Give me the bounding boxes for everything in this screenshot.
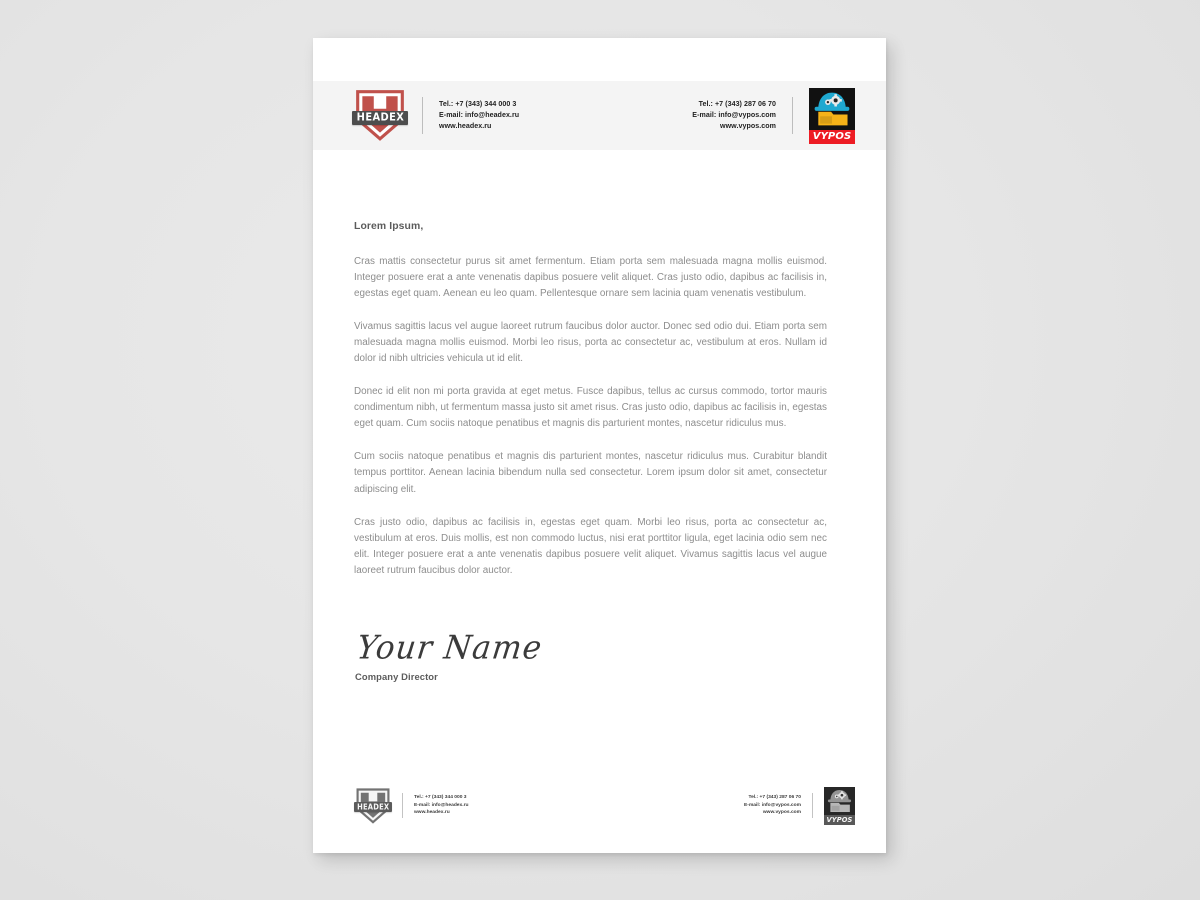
letterhead-page — [313, 38, 886, 853]
footer-vypos-email: E-mail: info@vypos.com — [744, 802, 801, 808]
letter-body — [354, 221, 827, 579]
headex-wordmark-band — [352, 111, 408, 125]
vypos-email: E-mail: info@vypos.com — [692, 111, 776, 120]
headex-email: E-mail: info@headex.ru — [439, 111, 520, 120]
footer-vypos-website: www.vypos.com — [762, 810, 801, 816]
headex-website: www.headex.ru — [439, 121, 492, 130]
footer-vypos-wordmark: VYPOS — [826, 815, 853, 824]
vypos-wordmark: VYPOS — [812, 131, 852, 142]
header-divider-right — [792, 97, 793, 134]
vypos-tel: Tel.: +7 (343) 287 06 70 — [698, 100, 776, 109]
footer-headex-website: www.headex.ru — [414, 810, 450, 816]
vypos-logo — [809, 88, 855, 144]
signature-title: Company Director — [355, 671, 438, 682]
footer-vypos-contact-block — [744, 794, 801, 817]
vypos-contact-block — [692, 99, 776, 131]
signature-name: Your Name — [354, 629, 545, 668]
footer-vypos-wordmark-band — [824, 815, 855, 825]
footer-headex-email: E-mail: info@headex.ru — [414, 802, 469, 808]
footer-headex-wordmark: HEADEX — [356, 802, 390, 812]
hardhat-gear-box-icon — [809, 88, 855, 130]
header-vypos-group — [692, 88, 855, 144]
header-divider-left — [422, 97, 423, 134]
footer-vypos-logo — [824, 787, 855, 825]
body-paragraph: Cras justo odio, dapibus ac facilisis in, egestas eget quam. Morbi leo risus, porta ac consectetur ac, vestibulum at eros. Duis mollis, est non commodo luctus, nisi erat porttitor ligula, eget lacinia odio sem nec elit. Integer posuere erat a ante venenatis dapibus posuere velit aliquet. Vivamus sagittis lacus vel augue laoreet rutrum faucibus dolor auctor. — [354, 516, 827, 576]
vypos-icon-tile — [809, 88, 855, 130]
body-paragraph: Donec id elit non mi porta gravida at eget metus. Fusce dapibus, tellus ac cursus commodo, tortor mauris condimentum nibh, ut fermentum massa justo sit amet risus. Cras justo odio, dapibus ac facilisis in, egestas eget quam. Cum sociis natoque penatibus et magnis dis parturient montes, nascetur ridiculus mus. — [354, 386, 827, 430]
footer-headex-tel: Tel.: +7 (343) 344 000 3 — [414, 794, 467, 800]
letterhead-header — [313, 81, 886, 150]
headex-logo — [354, 88, 406, 143]
footer-divider-left — [402, 793, 403, 818]
vypos-website: www.vypos.com — [720, 121, 776, 130]
body-paragraph: Cum sociis natoque penatibus et magnis dis parturient montes, nascetur ridiculus mus. Curabitur blandit tempus porttitor. Aenean lacinia bibendum nulla sed consectetur. Lorem ipsum dolor sit amet, consectetur adipiscing elit. — [354, 451, 827, 495]
footer-headex-logo — [355, 787, 391, 825]
signature-block — [354, 629, 545, 682]
footer-headex-contact-block — [414, 794, 469, 817]
footer-headex-group — [355, 787, 469, 825]
headex-tel: Tel.: +7 (343) 344 000 3 — [439, 100, 517, 109]
salutation: Lorem Ipsum, — [354, 221, 424, 232]
body-paragraph: Vivamus sagittis lacus vel augue laoreet rutrum faucibus dolor auctor. Donec sed odio dui. Etiam porta sem malesuada magna mollis euismod. Morbi leo risus, porta ac consectetur ac, vestibulum at eros. Nullam id dolor id nibh ultricies vehicula ut id elit. — [354, 321, 827, 365]
body-paragraph: Cras mattis consectetur purus sit amet fermentum. Etiam porta sem malesuada magna mollis euismod. Integer posuere erat a ante venenatis dapibus posuere velit aliquet. Cras justo odio, dapibus ac facilisis in, egestas eget quam. Aenean eu leo quam. Pellentesque ornare sem lacinia quam venenatis vestibulum. — [354, 256, 827, 300]
footer-divider-right — [812, 793, 813, 818]
letterhead-footer — [313, 778, 886, 833]
footer-headex-wordmark-band — [354, 802, 393, 812]
headex-wordmark: HEADEX — [356, 111, 404, 125]
footer-vypos-tel: Tel.: +7 (343) 287 06 70 — [748, 794, 801, 800]
footer-vypos-icon-tile — [824, 787, 855, 815]
hardhat-gear-box-icon — [824, 787, 855, 815]
headex-contact-block — [439, 99, 519, 131]
vypos-wordmark-band — [809, 130, 855, 144]
footer-vypos-group — [744, 787, 855, 825]
header-headex-group — [354, 88, 519, 143]
